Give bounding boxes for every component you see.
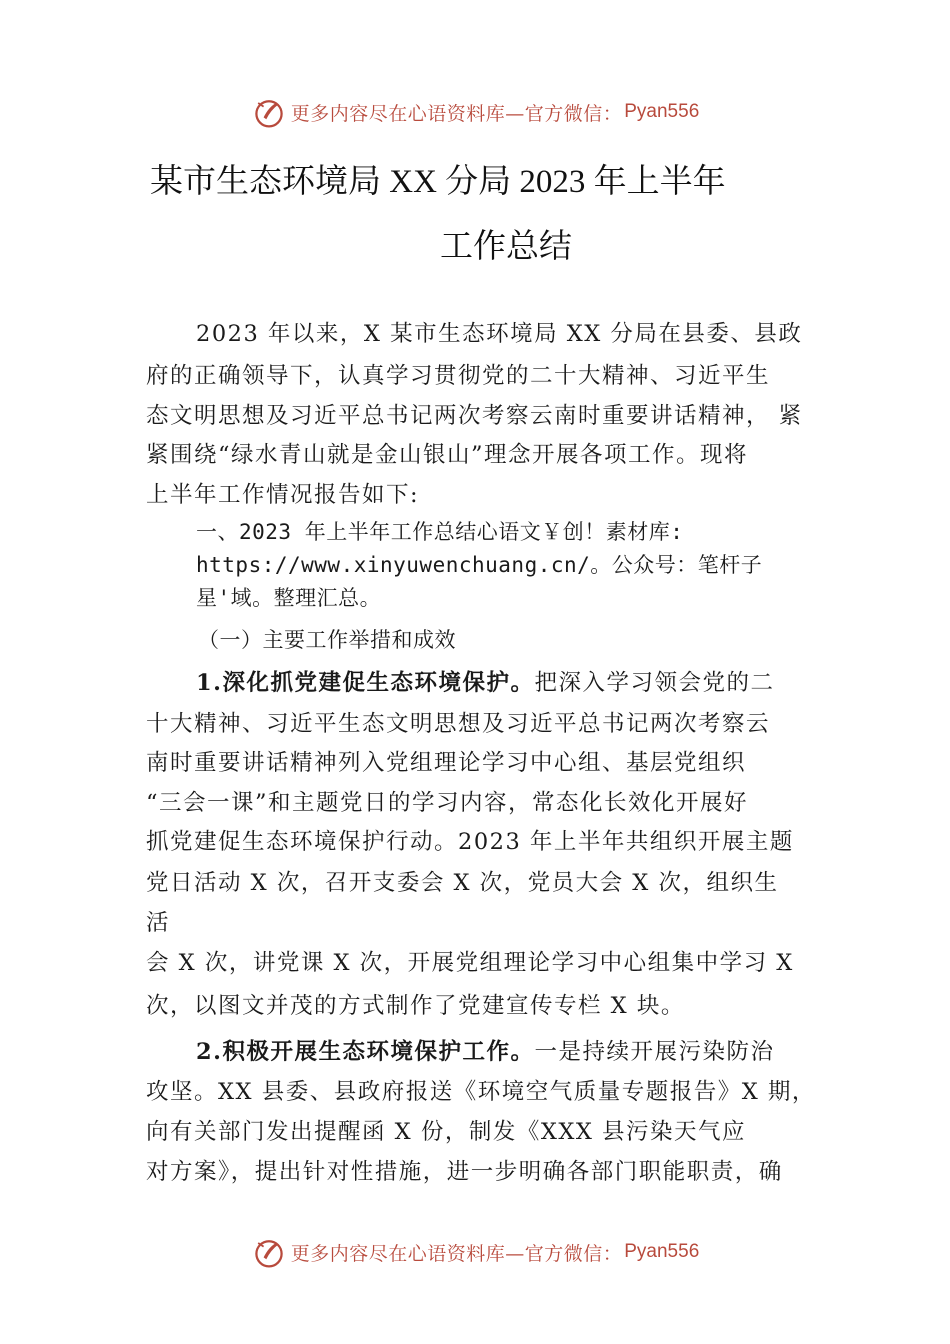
banner-wechat-id: Pyan556 — [624, 101, 700, 122]
body-line: 十大精神、习近平生态文明思想及习近平总书记两次考察云 — [146, 711, 771, 737]
promo-line: 一、2023 年上半年工作总结心语文￥创！素材库: — [196, 520, 684, 544]
footer-watermark-banner — [0, 1232, 950, 1272]
document-title-line-1: 某市生态环境局 XX 分局 2023 年上半年 — [150, 164, 726, 200]
body-line: 态文明思想及习近平总书记两次考察云南时重要讲话精神， 紧 — [146, 403, 803, 429]
section-heading: （一）主要工作举措和成效 — [198, 628, 456, 652]
item-heading-2: 2.积极开展生态环境保护工作。 — [196, 1039, 535, 1065]
document-title-line-2: 工作总结 — [440, 229, 572, 265]
item-heading-1: 1.深化抓党建促生态环境保护。 — [196, 670, 535, 696]
item-text: 一是持续开展污染防治 — [534, 1039, 775, 1065]
body-line: 向有关部门发出提醒函 X 份，制发《XXX 县污染天气应 — [146, 1119, 747, 1145]
body-line: 抓党建促生态环境保护行动。2023 年上半年共组织开展主题 — [146, 829, 794, 855]
promo-url-line: https://www.xinyuwenchuang.cn/。公众号：笔杆子 — [196, 553, 763, 577]
body-line: 2023 年以来，X 某市生态环境局 XX 分局在县委、县政 — [196, 321, 803, 347]
header-watermark-banner — [0, 92, 950, 132]
body-line: 上半年工作情况报告如下: — [146, 482, 420, 508]
body-line: 南时重要讲话精神列入党组理论学习中心组、基层党组织 — [146, 750, 747, 776]
body-line: 活 — [146, 910, 171, 936]
banner-text: 更多内容尽在心语资料库—官方微信： — [290, 1242, 623, 1265]
body-line: 对方案》，提出针对性措施，进一步明确各部门职能职责，确 — [146, 1159, 783, 1185]
promo-line: 星'域。整理汇总。 — [196, 586, 382, 610]
body-line: 紧围绕“绿水青山就是金山银山”理念开展各项工作。现将 — [146, 442, 749, 468]
item-text: 把深入学习领会党的二 — [534, 670, 775, 696]
logo-icon — [251, 94, 287, 130]
body-line: 攻坚。XX 县委、县政府报送《环境空气质量专题报告》X 期， — [146, 1079, 816, 1105]
body-line: 府的正确领导下，认真学习贯彻党的二十大精神、习近平生 — [146, 363, 771, 389]
body-line: 会 X 次，讲党课 X 次，开展党组理论学习中心组集中学习 X — [146, 950, 794, 976]
body-line — [196, 665, 775, 697]
logo-icon — [251, 1234, 287, 1270]
body-line: 次，以图文并茂的方式制作了党建宣传专栏 X 块。 — [146, 993, 685, 1019]
banner-text: 更多内容尽在心语资料库—官方微信： — [290, 102, 623, 125]
body-line: 党日活动 X 次，召开支委会 X 次，党员大会 X 次，组织生 — [146, 870, 779, 896]
body-line: “三会一课”和主题党日的学习内容，常态化长效化开展好 — [146, 790, 749, 816]
body-line — [196, 1034, 775, 1066]
banner-wechat-id: Pyan556 — [624, 1241, 700, 1262]
